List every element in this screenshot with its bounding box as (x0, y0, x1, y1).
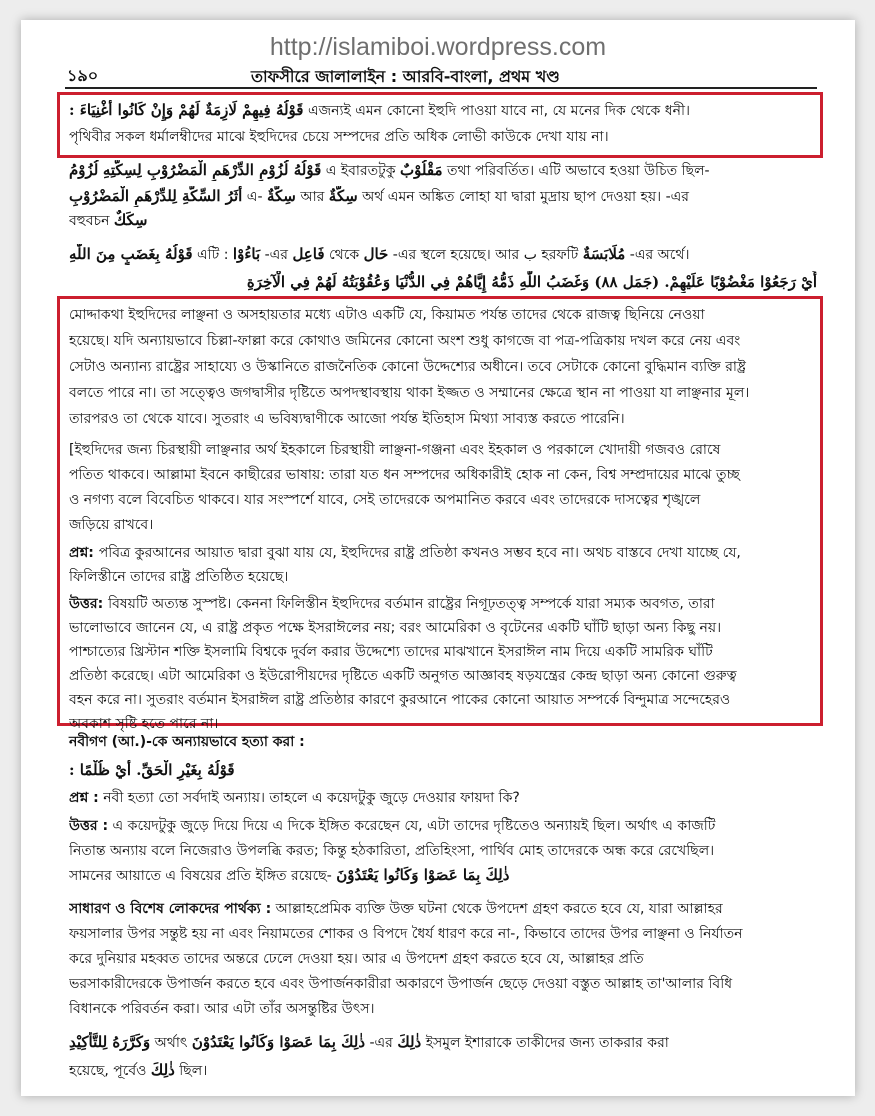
block2-line2 (69, 186, 817, 207)
section-line-5: বিধানকে পরিবর্তন করা। আর এটা তাঁর অসন্তুষ্টির উৎস। (69, 1001, 375, 1017)
text-line: [ইহুদিদের জন্য চিরস্থায়ী লাঞ্ছনার অর্থ ইহকালে চিরস্থায়ী লাঞ্ছনা-গঞ্জনা এবং ইহকাল ও পরকালে খোদায়ী গজবও রোষে (69, 442, 721, 458)
section-line-1 (69, 899, 817, 919)
text-line: প্রতিষ্ঠা করেছে। এটা আমেরিকা ও ইউরোপীয়দের দৃষ্টিতে একটি অনুগত আজ্ঞাবহ ষড়যন্ত্রের কেন্দ্র ছাড়া অন্য কোনো গুরুত্ব (69, 668, 737, 684)
text: এজন্যই এমন কোনো ইহুদি পাওয়া যাবে না, যে মনের দিক থেকে ধনী। (307, 103, 691, 119)
question-label: প্রশ্ন: (69, 545, 99, 561)
text: ইবারতটুকু (340, 163, 396, 179)
text-line: ও নগণ্য বলে বিবেচিত থাকবে। যার সংস্পর্শে যাবে, সেই তাদেরকে অপমানিত করবে এবং তাদেরকে দাসত্বের শৃঙ্খলে (69, 492, 701, 508)
text-line: হয়েছে। যদি অন্যায়ভাবে চিল্লা-ফাল্লা করে কোথাও জমিনের কোনো অংশ শুধু কাগজে বা পত্র-পত্রিকায় দখল করে নেয় এবং (69, 333, 741, 349)
text: এটি : (197, 247, 229, 263)
question-label: প্রশ্ন : (69, 790, 99, 806)
section-heading: নবীগণ (আ.)-কে অন্যায়ভাবে হত্যা করা : (69, 734, 305, 750)
text-line: সেটাও অন্যান্য রাষ্ট্রের সাহায্যে ও উস্কানিতে রাজনৈতিক কোনো উদ্দেশ্যের অধীনে। তবে সেটাকে কোনো বুদ্ধিমান ব্যক্তি রাষ্ট্র (69, 359, 746, 375)
arabic-phrase: أَثَرُ السِّكَّةِ لِلدِّرْهَمِ الْمَضْرُوْبِ (69, 187, 243, 205)
question-line (69, 788, 817, 808)
text-line: জড়িয়ে রাখবে। (69, 517, 154, 533)
text: ছিল। (179, 1063, 208, 1079)
text-line: ফিলিস্তীনে তাদের রাষ্ট্র প্রতিষ্ঠিত হয়েছে। (69, 569, 289, 585)
running-title: তাফসীরে জালালাইন : আরবি-বাংলা, প্রথম খণ্ড (251, 67, 560, 86)
arabic-phrase: ذٰلِكَ (397, 1033, 422, 1051)
arabic-phrase: قَوْلُهُ فِيهِمْ لَازِمَةٌ لَهُمْ وَإِنْ كَانُوا أَغْنِيَاءَ : (69, 101, 304, 119)
text: বিষয়টি অত্যন্ত সুস্পষ্ট। কেননা ফিলিস্তীন ইহুদিদের বর্তমান রাষ্ট্রের নিগূঢ়তত্ত্ব সম্পর্কে যারা সম্যক অবগত, তারা (108, 596, 715, 612)
arabic-phrase: مَقْلُوْبٌ (400, 161, 443, 179)
block1-line2: পৃথিবীর সকল ধর্মালম্বীদের মাঝে ইহুদিদের চেয়ে সম্পদের প্রতি অধিক লোভী কাউকে দেখা যায় না। (69, 129, 609, 145)
answer-line-3 (69, 865, 817, 886)
block2-line3 (69, 210, 817, 231)
answer-line-2: নিতান্ত অন্যায় বলে নিজেরাও উপলব্ধি করত; কিন্তু হঠকারিতা, প্রতিহিংসা, পার্থিব মোহ তাদেরকে অন্ধ করে রেখেছিল। (69, 843, 715, 859)
arabic-phrase: قَوْلُهُ بِغَضَبٍ مِنَ اللّٰهِ (69, 245, 193, 263)
block2-line1 (69, 160, 817, 181)
text-line: পাশ্চাত্যের খ্রিস্টান শক্তি ইসলামি বিশ্বকে দুর্বল করার উদ্দেশ্যে তাদের মাঝখানে ইসরাঈল নাম দিয়ে একটি সামরিক ঘাঁটি (69, 644, 713, 660)
arabic-phrase: مُلَابَسَةٌ (582, 245, 626, 263)
arabic-phrase: لُزُوْمُ (69, 161, 99, 179)
text-line: ভালোভাবে জানেন যে, এ রাষ্ট্র প্রকৃত পক্ষে ইসরাঈলের নয়; বরং আমেরিকা ও বৃটেনের একটি ঘাঁটি ছাড়া অন্য কিছু নয়। (69, 620, 722, 636)
text: ইসমুল ইশারাকে তাকীদের জন্য তাকরার করা (425, 1035, 669, 1051)
text-line: বলতে পারে না। তা সত্ত্বেও জগদ্বাসীর দৃষ্টিতে অপদস্থাবস্থায় থাকা ইজ্জত ও সম্মানের ক্ষেত্রে স্থান না পাওয়া যা লাঞ্ছনার মূল। (69, 385, 750, 401)
answer-label: উত্তর : (69, 818, 109, 834)
text: পবিত্র কুরআনের আয়াত দ্বারা বুঝা যায় যে, ইহুদিদের রাষ্ট্র প্রতিষ্ঠা কখনও সম্ভব হবে না। অথচ বাস্তবে দেখা যাচ্ছে যে, (98, 545, 741, 561)
text: তথা পরিবর্তিত। এটি অভাবে হওয়া উচিত ছিল- (446, 163, 710, 179)
arabic-phrase: سِكَكٌ (113, 211, 148, 229)
text-line: মোদ্দাকথা ইহুদিদের লাঞ্ছনা ও অসহায়তার মধ্যে এটাও একটি যে, কিয়ামত পর্যন্ত তাদের থেকে রাজত্ব ছিনিয়ে নেওয়া (69, 307, 705, 323)
answer-line-1 (69, 816, 817, 836)
text: সামনের আয়াতে এ বিষয়ের প্রতি ইঙ্গিত রয়েছে- (69, 868, 332, 884)
text: আর ب হরফটি (495, 247, 579, 263)
arabic-phrase: ذٰلِكَ بِمَا عَصَوْا وَكَانُوا يَعْتَدُوْنَ (336, 866, 510, 884)
text-line (69, 594, 817, 614)
text: নবী হত্যা তো সর্বদাই অন্যায়। তাহলে এ কয়েদটুকু জুড়ে দেওয়ার ফায়দা কি? (103, 790, 520, 806)
text: -এর স্থলে হয়েছে। (392, 247, 491, 263)
text: -এর (369, 1035, 393, 1051)
answer-label: উত্তর: (69, 596, 109, 612)
text: -এর (264, 247, 288, 263)
text-line (69, 543, 817, 563)
text: হয়েছে, পূর্বেও (69, 1063, 147, 1079)
section-line-4: ভরসাকারীদেরকে উপার্জন করতে হবে এবং উপার্জনকারীরা অকারণে উপার্জন ছেড়ে দেওয়া বস্তুত আল্লাহ তা'আলার বিধি (69, 976, 733, 992)
section-line-3: করে দুনিয়ার মহব্বত তাদের অন্তরে ঢেলে দেওয়া হয়। আর এ উপদেশ গ্রহণ করতে হবে যে, আল্লাহর প্রতি (69, 951, 644, 967)
text: -এর (665, 189, 689, 205)
last-line-1 (69, 1032, 817, 1053)
arabic-phrase: قَوْلُهُ لُزُوْمِ الدِّرْهَمِ الْمَضْرُوْبِ لِسِكَّتِهِ (102, 161, 322, 179)
header-rule (65, 87, 817, 89)
text-line: বহন করে না। সুতরাং বর্তমান ইসরাঈল রাষ্ট্র প্রতিষ্ঠার কারণে কুরআনে পাকের কোনো আয়াত সম্পর্কে বিন্দুমাত্র সন্দেহেরও (69, 692, 731, 708)
text: এ কয়েদটুকু জুড়ে দিয়ে দিয়ে এ দিকে ইঙ্গিত করেছেন যে, এটা তাদের দৃষ্টিতেও অন্যায়ই ছিল। অর্থাৎ এ কাজটি (112, 818, 716, 834)
arabic-phrase: قَوْلُهُ بِغَيْرِ الْحَقِّ. أَيْ ظُلْمًا : (69, 761, 235, 779)
arabic-quote-line (69, 760, 817, 781)
text-line: পতিত থাকবে। আল্লামা ইবনে কাছীরের ভাষায়: তারা যত ধন সম্পদের অধিকারীই হোক না কেন, বিশ্ব সম্প্রদায়ের মাঝে তুচ্ছ (69, 467, 740, 483)
arabic-phrase: سِكَّةٌ (266, 187, 296, 205)
arabic-phrase: حَال (363, 245, 389, 263)
page-number: ১৯০ (67, 66, 99, 85)
text-line: অবকাশ সৃষ্টি হতে পারে না। (69, 716, 219, 732)
arabic-phrase: ذٰلِكَ (150, 1061, 175, 1079)
text-line: তারপরও তা থেকে যাবে। সুতরাং এ ভবিষ্যদ্বাণীকে আজো পর্যন্ত ইতিহাস মিথ্যা সাব্যস্ত করতে পারেনি। (69, 411, 625, 427)
block3-line1 (69, 244, 817, 265)
text: থেকে (328, 247, 360, 263)
block3-arabic-line: أَيْ رَجَعُوْا مَغْضُوْبًا عَلَيْهِمْ. (جَمَل ٨٨) وَغَضَبُ اللّٰهِ ذَمُّهُ إِيَّاهُمْ فِي الدُّنْيَا وَعُقُوْبَتُهُ لَهُمْ فِي الْآخِرَةِ (246, 273, 817, 291)
section-line-2: ফয়সালার উপর সন্তুষ্ট হয় না এবং নিয়ামতের শোকর ও বিপদে ধৈর্য ধারণ করে না-, কিভাবে তাদের উপর লাঞ্ছনা ও নির্যাতন (69, 926, 743, 942)
arabic-phrase: بَاءُوْا (232, 245, 261, 263)
section-label: সাধারণ ও বিশেষ লোকদের পার্থক্য : (69, 901, 272, 917)
text: -এর (629, 247, 654, 263)
text: আর (300, 189, 325, 205)
book-page (21, 20, 855, 1096)
watermark-url: http://islamiboi.wordpress.com (269, 33, 607, 61)
last-line-2 (69, 1060, 817, 1081)
text: অর্থে। (657, 247, 690, 263)
arabic-phrase: ذٰلِكَ بِمَا عَصَوْا وَكَانُوا يَعْتَدُوْنَ (191, 1033, 366, 1051)
block1-line1 (69, 100, 817, 121)
text: এ (325, 163, 337, 179)
arabic-phrase: فَاعِل (292, 245, 325, 263)
arabic-phrase: وَكَرَّرَهُ لِلتَّأْكِيْدِ (69, 1033, 151, 1051)
text: অর্থাৎ (154, 1035, 188, 1051)
text: আল্লাহপ্রেমিক ব্যক্তি উক্ত ঘটনা থেকে উপদেশ গ্রহণ করতে হবে যে, যারা আল্লাহর (275, 901, 723, 917)
text: এ- (246, 189, 263, 205)
text: অর্থ এমন অঙ্কিত লোহা যা দ্বারা মুদ্রায় ছাপ দেওয়া হয়। (362, 189, 662, 205)
text: বহুবচন (69, 213, 110, 229)
arabic-phrase: سِكَّةٌ (328, 187, 358, 205)
